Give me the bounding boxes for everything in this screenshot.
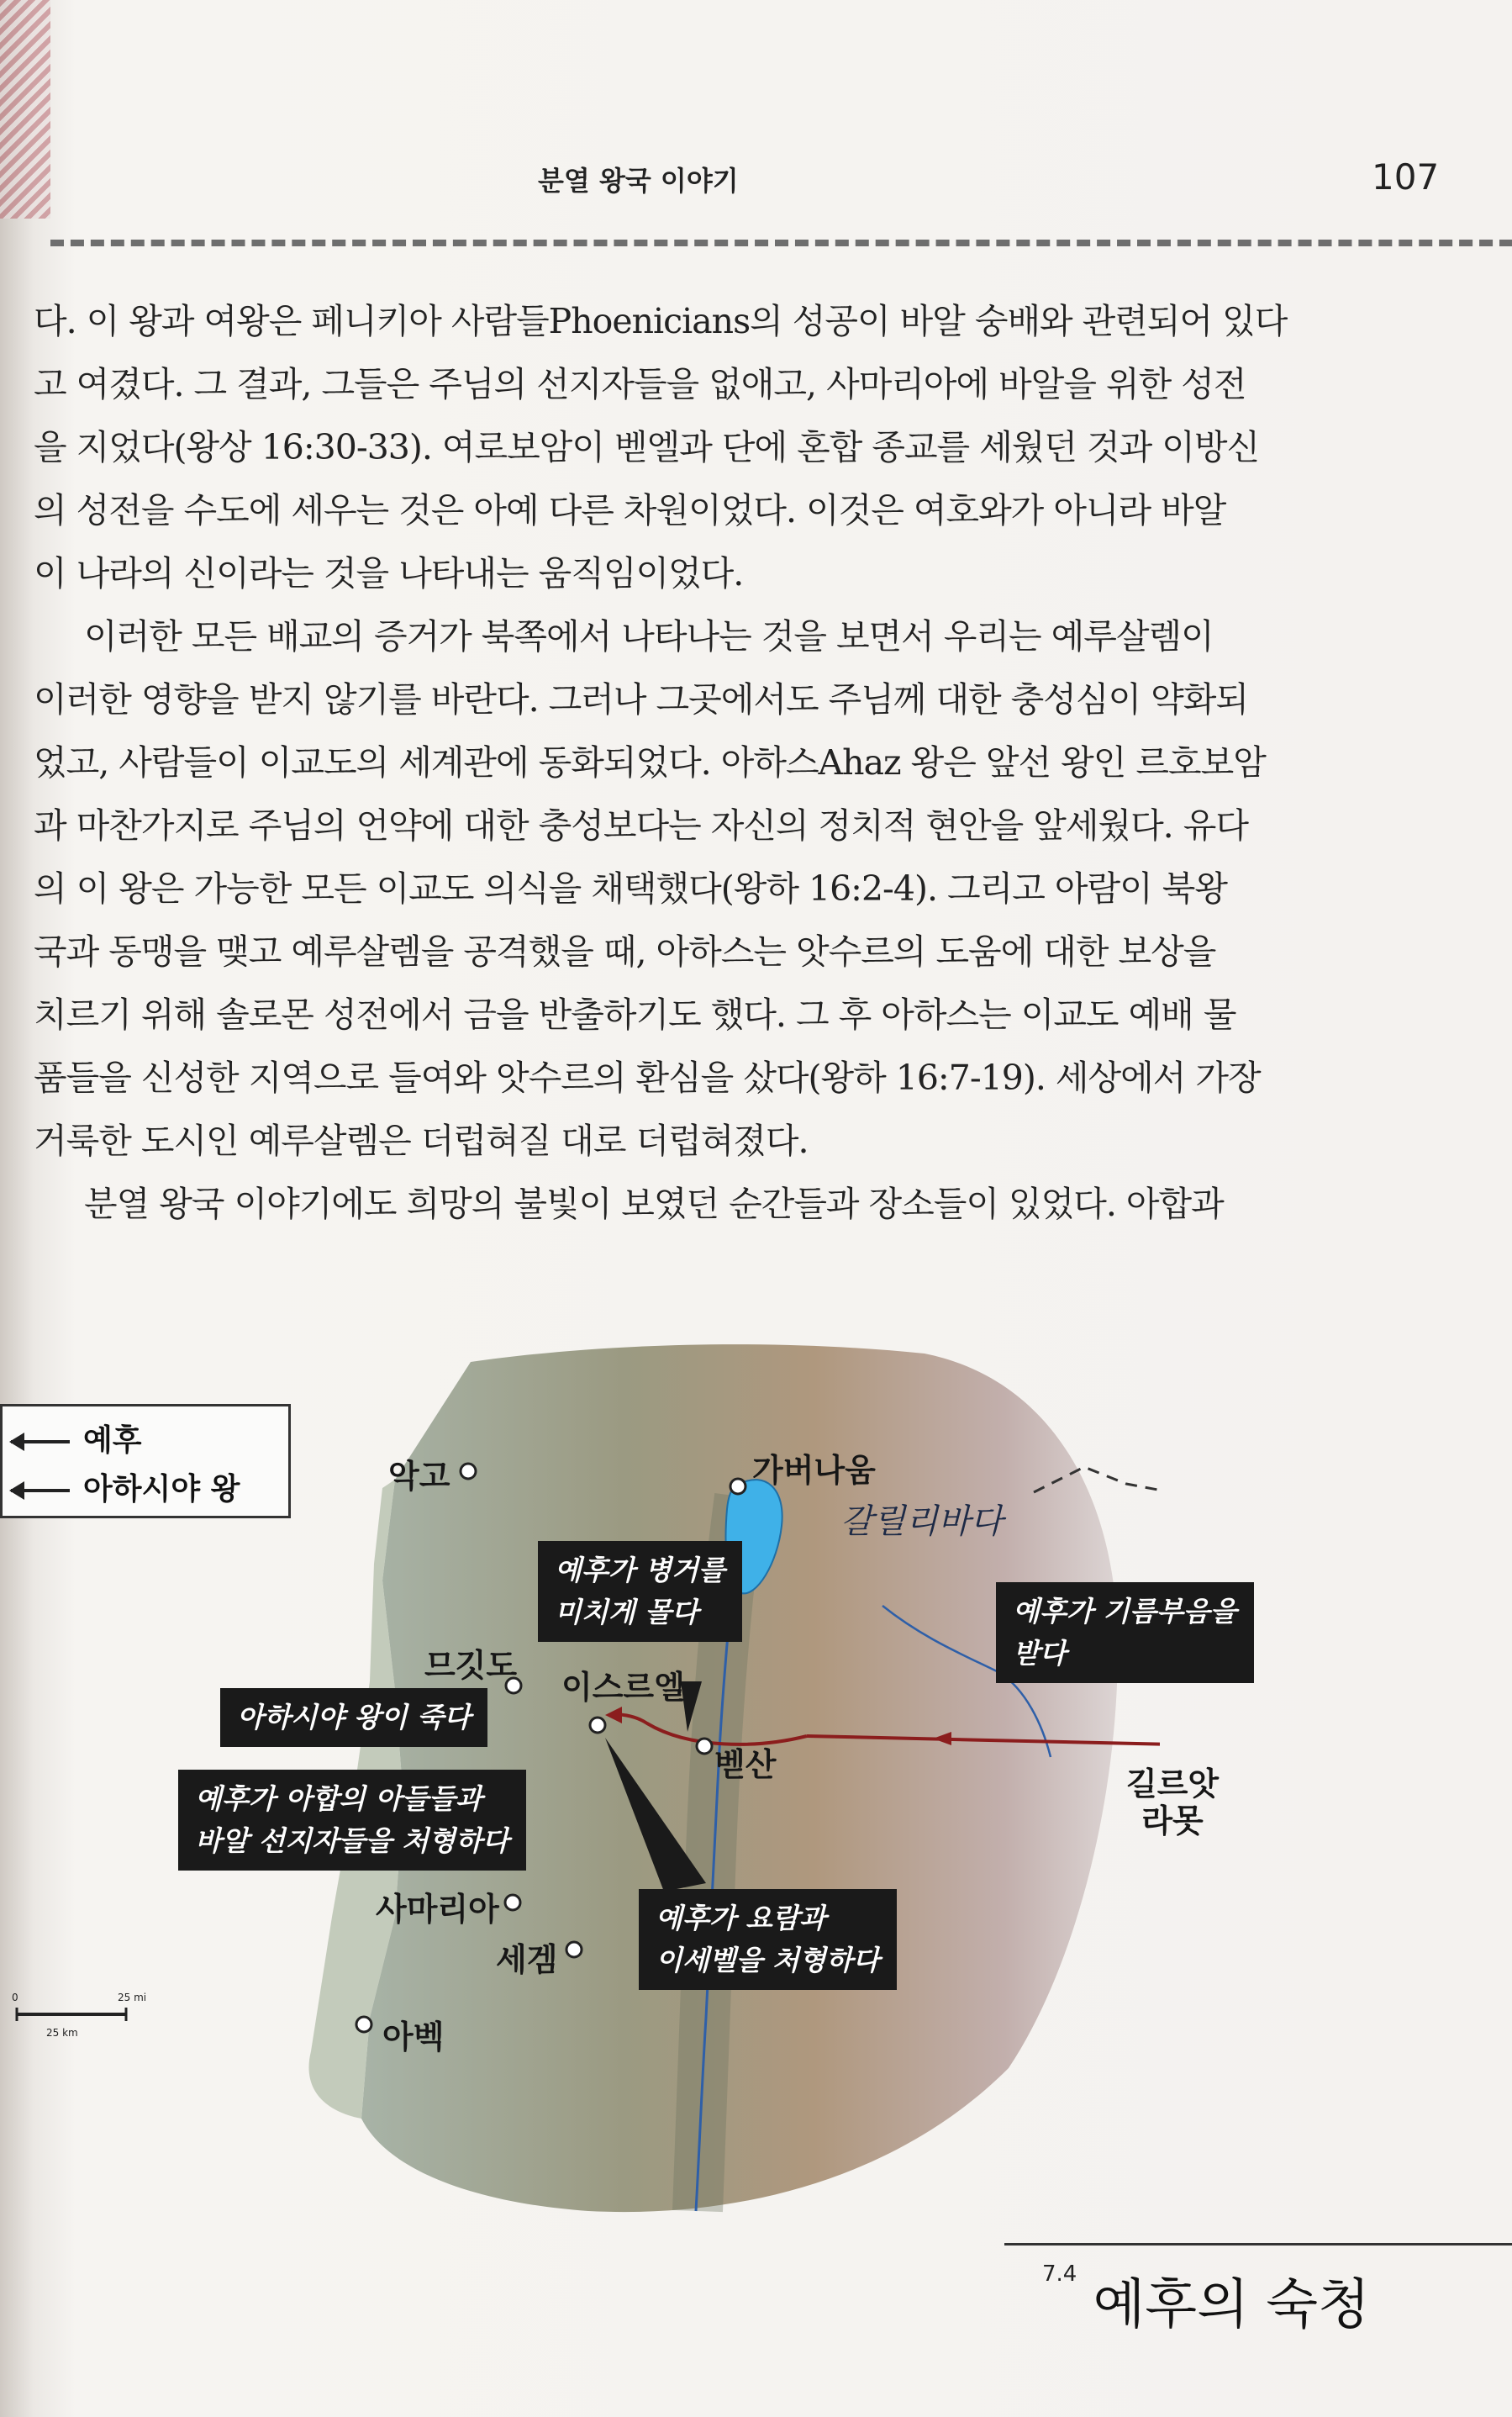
city-dot-aphek (356, 2017, 371, 2032)
place-jezreel: 이스르엘 (561, 1669, 685, 1706)
place-aphek: 아벡 (382, 2019, 445, 2056)
callout-jehu-chariot: 예후가 병거를 미치게 몰다 (538, 1541, 742, 1642)
running-head-title: 분열 왕국 이야기 (538, 165, 739, 197)
text-line: 었고, 사람들이 이교도의 세계관에 동화되었다. 아하스Ahaz 왕은 앞선 왕인 르호보암 (34, 742, 1266, 783)
callout-executes-ahab-sons: 예후가 아합의 아들들과 바알 선지자들을 처형하다 (178, 1770, 526, 1871)
place-sea-of-galilee: 갈릴리바다 (840, 1502, 1004, 1541)
text-line: 치르기 위해 솔로몬 성전에서 금을 반출하기도 했다. 그 후 아하스는 이교도 예배 물 (34, 995, 1236, 1035)
place-bethshan: 벧산 (714, 1746, 777, 1783)
city-dot-jezreel (590, 1718, 605, 1733)
legend-item-jehu (11, 1417, 142, 1459)
figure-title: 예후의 숙청 (1093, 2274, 1370, 2336)
place-samaria: 사마리아 (376, 1891, 499, 1928)
arrow-left-icon (11, 1440, 70, 1443)
text-line: 이러한 모든 배교의 증거가 북쪽에서 나타나는 것을 보면서 우리는 예루살렘이 (84, 616, 1214, 657)
legend-label: 예후 (83, 1423, 142, 1458)
header-rule (50, 240, 1512, 246)
place-megiddo: 므깃도 (424, 1647, 518, 1684)
city-dot-bethshan (697, 1739, 712, 1754)
place-ramoth-gilead: 길르앗 라못 (1126, 1765, 1220, 1839)
text-line: 고 여겼다. 그 결과, 그들은 주님의 선지자들을 없애고, 사마리아에 바알을 위한 성전 (34, 364, 1246, 404)
text-line: 거룩한 도시인 예루살렘은 더럽혀질 대로 더럽혀졌다. (34, 1121, 809, 1161)
scale-label-km: 25 km (46, 2027, 78, 2039)
place-acco: 악고 (388, 1458, 450, 1495)
figure-number: 7.4 (1042, 2261, 1077, 2287)
city-dot-capernaum (730, 1479, 745, 1494)
text-line: 다. 이 왕과 여왕은 페니키아 사람들Phoenicians의 성공이 바알 숭배와 관련되어 있다 (34, 301, 1288, 341)
text-line: 을 지었다(왕상 16:30-33). 여로보암이 벧엘과 단에 혼합 종교를 세웠던 것과 이방신 (34, 427, 1260, 467)
text-line: 의 이 왕은 가능한 모든 이교도 의식을 채택했다(왕하 16:2-4). 그리고 아람이 북왕 (34, 868, 1227, 909)
legend-item-ahaziah (11, 1465, 240, 1508)
arrow-left-icon (11, 1489, 70, 1492)
callout-ahaziah-dies: 아하시야 왕이 죽다 (220, 1688, 487, 1747)
text-line: 품들을 신성한 지역으로 들여와 앗수르의 환심을 샀다(왕하 16:7-19). 세상에서 가장 (34, 1058, 1261, 1098)
body-text (34, 290, 1288, 1236)
text-line: 국과 동맹을 맺고 예루살렘을 공격했을 때, 아하스는 앗수르의 도움에 대한 보상을 (34, 931, 1216, 972)
text-line: 이러한 영향을 받지 않기를 바란다. 그러나 그곳에서도 주님께 대한 충성심이 약화되 (34, 679, 1248, 720)
place-shechem: 세겜 (496, 1941, 558, 1978)
scale-label-mi: 25 mi (118, 1992, 147, 2003)
scale-label-zero: 0 (12, 1992, 18, 2003)
map-legend (0, 1404, 291, 1518)
city-dot-samaria (505, 1895, 520, 1910)
page-number: 107 (1372, 156, 1440, 198)
callout-jehu-anointed: 예후가 기름부음을 받다 (996, 1582, 1254, 1683)
text-line: 이 나라의 신이라는 것을 나타내는 움직임이었다. (34, 553, 744, 594)
running-head (0, 156, 1512, 202)
city-dot-acco (461, 1464, 476, 1479)
city-dot-shechem (566, 1942, 582, 1957)
callout-executes-joram: 예후가 요람과 이세벨을 처형하다 (639, 1889, 897, 1990)
caption-rule (1004, 2243, 1512, 2245)
text-line: 과 마찬가지로 주님의 언약에 대한 충성보다는 자신의 정치적 현안을 앞세웠다. 유다 (34, 805, 1248, 846)
text-line: 분열 왕국 이야기에도 희망의 불빛이 보였던 순간들과 장소들이 있었다. 아합과 (84, 1184, 1224, 1224)
figure-caption (1042, 2261, 1370, 2339)
legend-label: 아하시야 왕 (83, 1472, 240, 1507)
place-capernaum: 가버나움 (752, 1452, 876, 1489)
text-line: 의 성전을 수도에 세우는 것은 아예 다른 차원이었다. 이것은 여호와가 아니라 바알 (34, 490, 1226, 530)
